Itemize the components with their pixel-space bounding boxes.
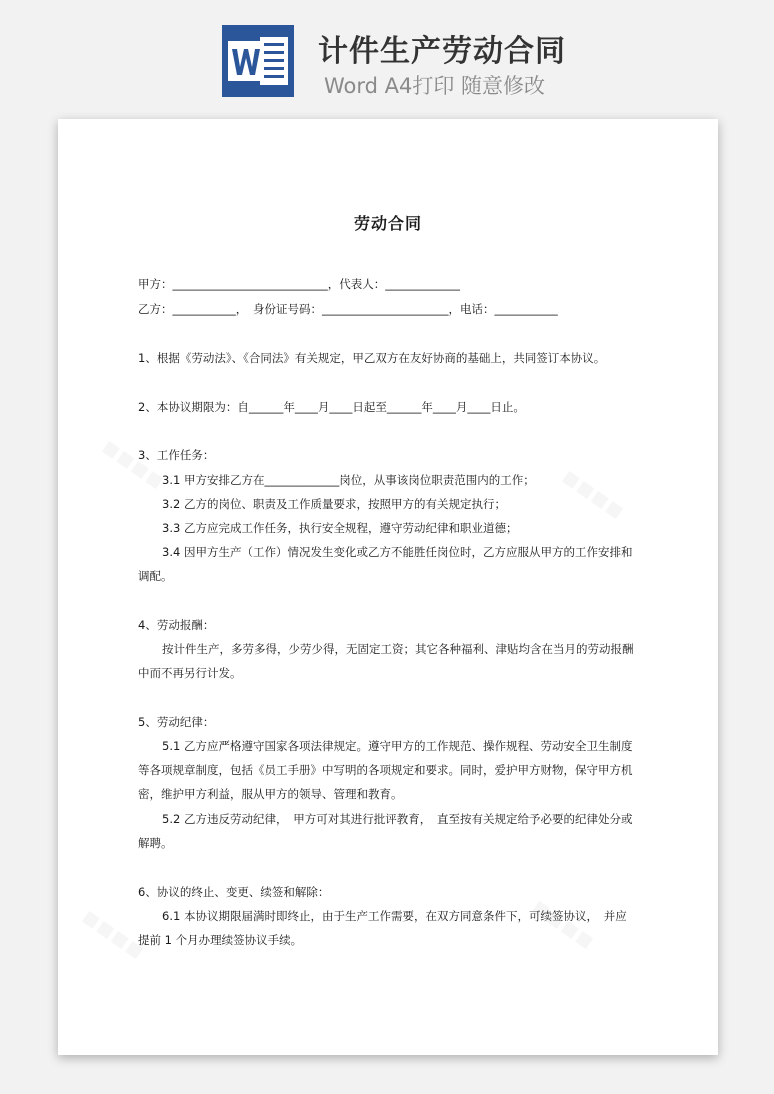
clause-3-1: 3.1 甲方安排乙方在_____________岗位，从事该岗位职责范围内的工作； <box>162 473 535 487</box>
clause-5-title: 5、劳动纪律： <box>138 715 215 729</box>
header-title: 计件生产劳动合同 <box>318 34 566 69</box>
clause-2: 2、本协议期限为：自______年____月____日起至______年____月____日止。 <box>138 400 525 414</box>
header-subtitle: Word A4打印 随意修改 <box>324 74 546 98</box>
clause-3-3: 3.3 乙方应完成工作任务，执行安全规程，遵守劳动纪律和职业道德； <box>162 521 518 535</box>
word-icon <box>222 25 294 97</box>
clause-3-title: 3、工作任务： <box>138 448 215 462</box>
clause-4-title: 4、劳动报酬： <box>138 618 215 632</box>
document-title: 劳动合同 <box>353 214 422 233</box>
party-b-line: 乙方：___________， 身份证号码：______________________，电话：___________ <box>138 302 558 316</box>
clause-1: 1、根据《劳动法》、《合同法》有关规定，甲乙双方在友好协商的基础上，共同签订本协议。 <box>138 351 606 365</box>
clause-3-4: 3.4 因甲方生产（工作）情况发生变化或乙方不能胜任岗位时，乙方应服从甲方的工作安排和调配。 <box>138 545 633 583</box>
party-a-line: 甲方：___________________________，代表人：_____________ <box>138 277 460 291</box>
clause-4-body: 按计件生产，多劳多得，少劳少得，无固定工资；其它各种福利、津贴均含在当月的劳动报酬中而不再另行计发。 <box>138 642 634 680</box>
clause-3-2: 3.2 乙方的岗位、职责及工作质量要求，按照甲方的有关规定执行； <box>162 497 506 511</box>
clause-5-2: 5.2 乙方违反劳动纪律， 甲方可对其进行批评教育， 直至按有关规定给予必要的纪律处分或解聘。 <box>138 812 633 850</box>
header-banner <box>0 0 774 110</box>
clause-5-1: 5.1 乙方应严格遵守国家各项法律规定。遵守甲方的工作规范、操作规程、劳动安全卫生制度等各项规章制度，包括《员工手册》中写明的各项规定和要求。同时，爱护甲方财物，保守甲方机密，维护甲方利益，服从甲方的领导、管理和教育。 <box>138 739 633 801</box>
clause-6-1: 6.1 本协议期限届满时即终止，由于生产工作需要，在双方同意条件下，可续签协议， 并应提前 1 个月办理续签协议手续。 <box>138 909 627 947</box>
watermark <box>556 461 631 526</box>
clause-6-title: 6、协议的终止、变更、续签和解除： <box>138 885 330 899</box>
document-page <box>58 119 718 1055</box>
